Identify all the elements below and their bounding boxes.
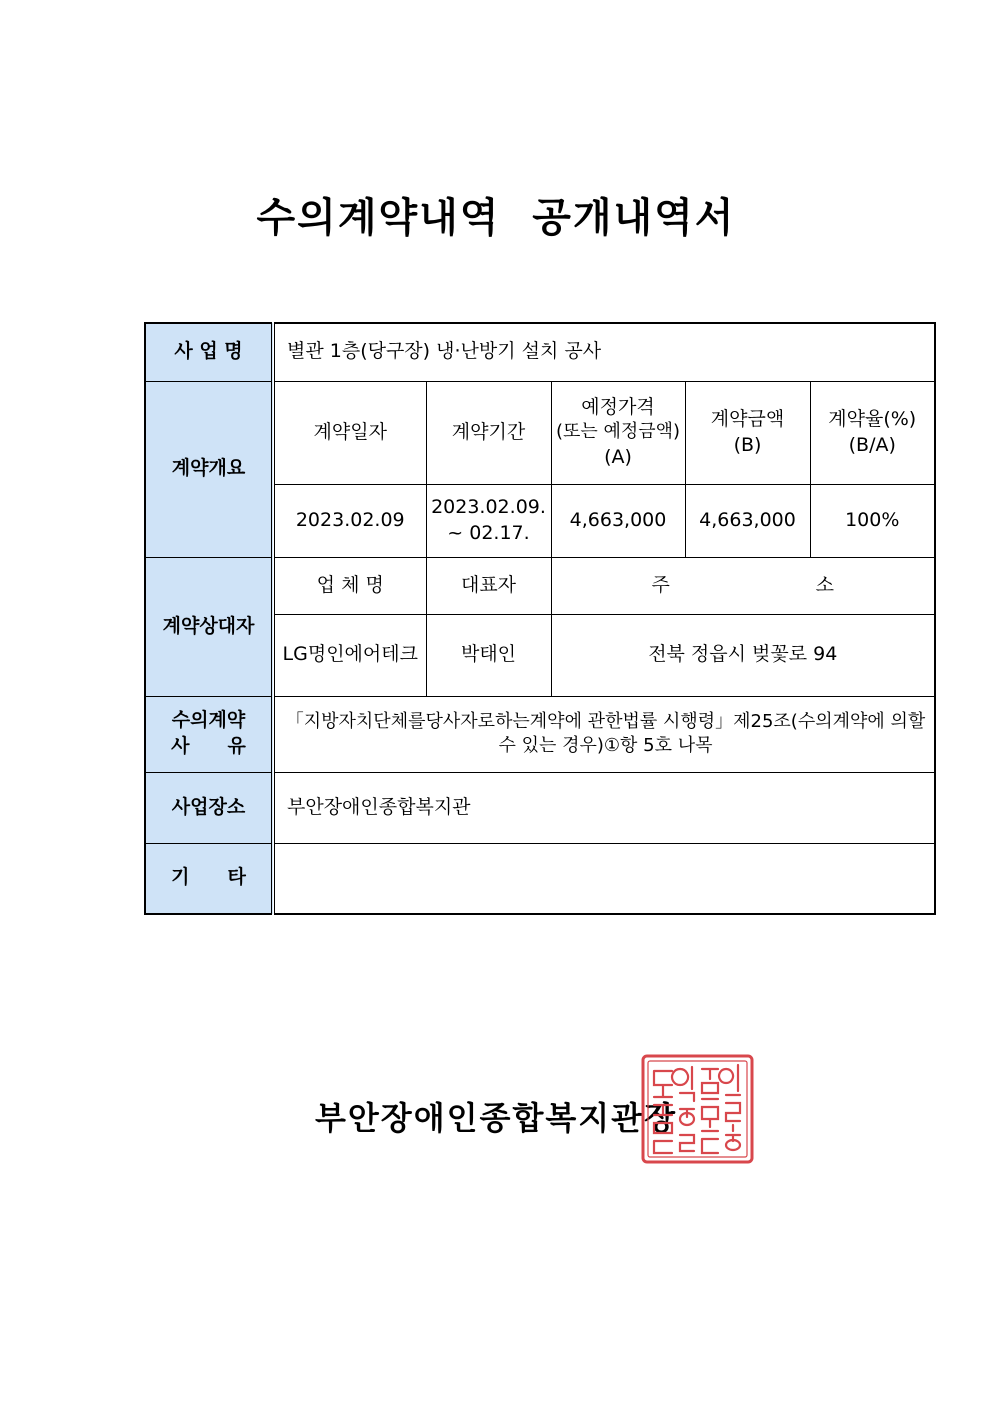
contract-date-header: 계약일자 xyxy=(273,381,426,484)
contract-amount-value: 4,663,000 xyxy=(685,484,810,557)
contract-rate-header-line1: 계약율(%) xyxy=(828,407,917,430)
contract-overview-label: 계약개요 xyxy=(145,381,273,557)
etc-value xyxy=(273,843,935,914)
etc-label: 기 타 xyxy=(145,843,273,914)
representative-value: 박태인 xyxy=(426,614,551,696)
estimated-price-header-line1: 예정가격 xyxy=(581,395,655,418)
contract-rate-header-line2: (B/A) xyxy=(848,433,896,456)
reason-row xyxy=(145,696,935,772)
reason-label-line2: 사 유 xyxy=(171,735,246,757)
contract-period-value-line1: 2023.02.09. xyxy=(431,495,546,518)
business-name-row xyxy=(145,323,935,381)
location-label: 사업장소 xyxy=(145,772,273,843)
contract-date-value: 2023.02.09 xyxy=(273,484,426,557)
contract-period-value xyxy=(426,484,551,557)
contract-period-value-line2: ~ 02.17. xyxy=(447,521,530,544)
reason-value: 「지방자치단체를당사자로하는계약에 관한법률 시행령」제25조(수의계약에 의할 수 있는 경우)①항 5호 나목 xyxy=(273,696,935,772)
estimated-price-value: 4,663,000 xyxy=(551,484,685,557)
address-header xyxy=(551,557,935,614)
official-seal-icon xyxy=(640,1053,755,1165)
contract-amount-header-line1: 계약금액 xyxy=(710,407,785,430)
location-row xyxy=(145,772,935,843)
signature-text: 부안장애인종합복지관장 xyxy=(314,1099,678,1137)
address-header-char1: 주 xyxy=(651,573,670,596)
reason-label xyxy=(145,696,273,772)
business-name-value: 별관 1층(당구장) 냉·난방기 설치 공사 xyxy=(273,323,935,381)
estimated-price-header-line3: (A) xyxy=(604,445,632,468)
company-name-header: 업 체 명 xyxy=(273,557,426,614)
contract-period-header: 계약기간 xyxy=(426,381,551,484)
document-title: 수의계약내역 공개내역서 xyxy=(256,195,736,241)
company-name-value: LG명인에어테크 xyxy=(273,614,426,696)
overview-header-row xyxy=(145,381,935,484)
contract-rate-value: 100% xyxy=(810,484,935,557)
estimated-price-header xyxy=(551,381,685,484)
counterparty-header-row xyxy=(145,557,935,614)
contract-amount-header-line2: (B) xyxy=(733,433,762,456)
reason-label-line1: 수의계약 xyxy=(171,709,246,732)
contract-rate-header xyxy=(810,381,935,484)
business-name-label: 사 업 명 xyxy=(145,323,273,381)
representative-header: 대표자 xyxy=(426,557,551,614)
contract-amount-header xyxy=(685,381,810,484)
location-value: 부안장애인종합복지관 xyxy=(273,772,935,843)
address-value: 전북 정읍시 벚꽃로 94 xyxy=(551,614,935,696)
etc-row xyxy=(145,843,935,914)
address-header-char2: 소 xyxy=(815,573,835,596)
counterparty-label: 계약상대자 xyxy=(145,557,273,696)
estimated-price-header-line2: (또는 예정금액) xyxy=(555,421,681,443)
contract-disclosure-table xyxy=(144,322,936,915)
